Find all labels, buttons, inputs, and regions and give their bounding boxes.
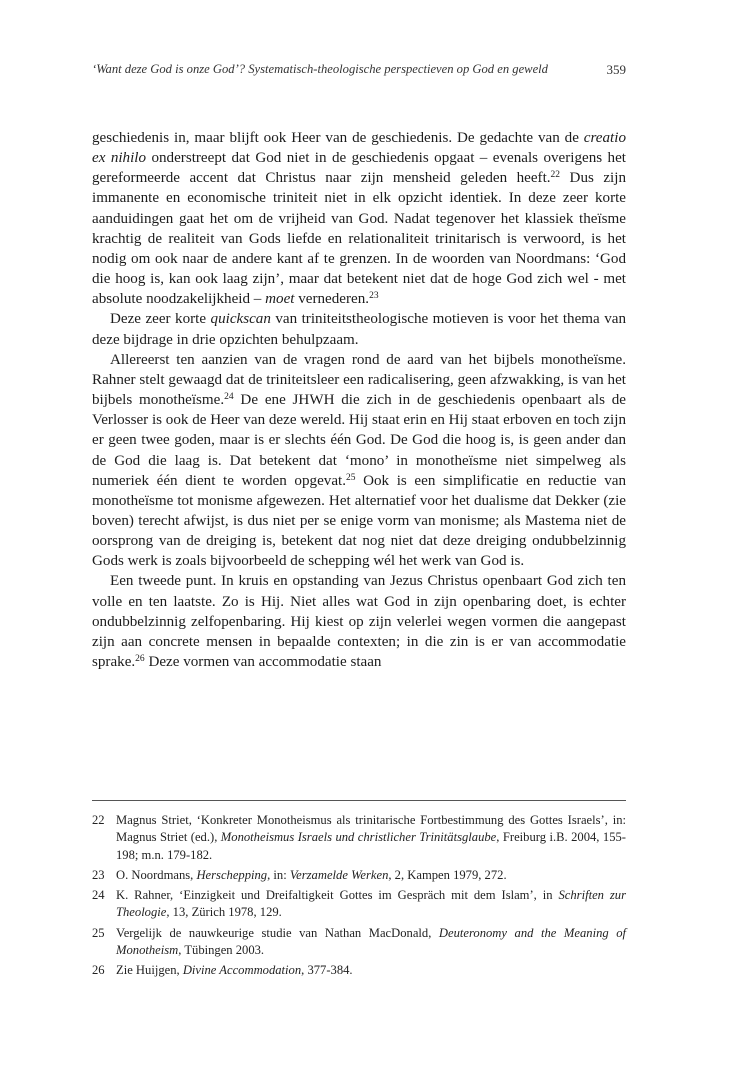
footnote-number: 22	[92, 813, 105, 827]
italic-run: Monotheismus Israels und christlicher Trinitätsglaube	[220, 830, 497, 845]
page-number: 359	[606, 62, 626, 77]
footnote-ref-22[interactable]: 22	[550, 170, 561, 181]
text-run: , in:	[267, 867, 290, 882]
text-run: Vergelijk de nauwkeurige studie van Nathan MacDonald,	[116, 925, 439, 940]
italic-run: Schriften zur Theologie,	[116, 888, 627, 920]
body-text	[92, 128, 626, 672]
paragraph-3	[92, 350, 626, 572]
text-run: De ene JHWH die zich in de geschiedenis openbaart als de Verlosser is ook de Heer van deze wereld. Hij staat erin en Hij staat erboven en toch zijn er geen twee goden, maar is er slechts één God. De God die hoog is, is geen ander dan de God die laag is. Dat betekent dat ‘mono’ in monotheïsme niet simpelweg als numeriek één dient te worden opgevat.	[92, 392, 626, 489]
paragraph-1	[92, 128, 626, 309]
footnote-23	[92, 867, 626, 884]
running-title: ‘Want deze God is onze God’? Systematisch-theologische perspectieven op God en geweld	[92, 62, 548, 76]
text-run: , Freiburg i.B. 2004, 155-198; m.n. 179-182.	[116, 830, 626, 862]
footnote-text	[116, 925, 626, 960]
italic-run: creatio ex nihilo	[92, 130, 626, 167]
footnote-number: 25	[92, 925, 105, 940]
text-run: Deze vormen van accommodatie staan	[144, 654, 382, 671]
footnote-divider	[92, 800, 626, 801]
text-run: , Tübingen 2003.	[178, 943, 265, 958]
text-run: 2, Kampen 1979, 272.	[391, 867, 507, 882]
italic-run: Verzamelde Werken,	[289, 867, 392, 882]
footnote-text	[116, 962, 626, 979]
footnote-text	[116, 887, 626, 922]
footnote-26	[92, 962, 626, 979]
text-run: Zie Huijgen,	[116, 963, 183, 978]
text-run: Ook is een simplificatie en reductie van monotheïsme tot monisme afgewezen. Het alternatief voor het dualisme dat Dekker (zie boven) terecht afwijst, is dus niet per se enige vorm van monisme; als Mastema niet de oorsprong van de dreiging is, betekent dat nog niet dat deze dreiging ondubbelzinnig Gods werk is zoals bijvoorbeeld de schepping wél het werk van God is.	[92, 472, 626, 570]
text-run: , 377-384.	[301, 963, 353, 978]
footnotes	[92, 812, 626, 983]
text-run: onderstreept dat God niet in de geschiedenis opgaat – evenals overigens het gereformeerde accent dat Christus naar zijn mensheid geleden heeft.	[92, 150, 626, 187]
footnote-22	[92, 812, 626, 864]
italic-run: Deuteronomy and the Meaning of Monotheism	[116, 925, 626, 958]
text-run: 13, Zürich 1978, 129.	[169, 905, 282, 920]
footnote-ref-25[interactable]: 25	[345, 472, 356, 483]
text-run: van triniteitstheologische motieven is voor het thema van deze bijdrage in drie opzichten behulpzaam.	[92, 311, 626, 348]
text-run: O. Noordmans,	[116, 867, 197, 882]
footnote-text	[116, 867, 626, 884]
text-run: vernederen.	[294, 291, 370, 308]
footnote-number: 24	[92, 888, 105, 903]
footnote-ref-26[interactable]: 26	[135, 654, 145, 665]
text-run: Dus zijn immanente en economische triniteit niet in elk opzicht identiek. In deze zeer korte aanduidingen gaat het om de vrijheid van God. Nadat tegenover het klassiek theïsme krachtig de realiteit van Gods liefde en relationaliteit trinitarisch is verwoord, is het nodig om ook naar de andere kant af te grenzen. In de woorden van Noordmans: ‘God die hoog is, kan ook laag zijn’, maar dat betekent niet dat de hoge God zich wel - met absolute noodzakelijkheid –	[92, 170, 626, 308]
footnote-number: 26	[92, 963, 105, 978]
footnote-25	[92, 925, 626, 960]
footnote-number: 23	[92, 867, 105, 882]
text-run: Allereerst ten aanzien van de vragen rond de aard van het bijbels monotheïsme. Rahner stelt gewaagd dat de triniteitsleer een radicalisering, geen afzwakking, is van het bijbels monotheïsme.	[92, 351, 626, 409]
running-header	[92, 62, 626, 82]
paragraph-4	[92, 571, 626, 672]
footnote-text	[116, 812, 626, 864]
text-run: Magnus Striet, ‘Konkreter Monotheismus als trinitarische Fortbestimmung des Gottes Israels’, in: Magnus Striet (ed.),	[116, 813, 626, 845]
italic-run: Divine Accommodation	[182, 963, 302, 978]
italic-run: quickscan	[210, 311, 271, 328]
text-run: Deze zeer korte	[110, 311, 211, 328]
footnote-24	[92, 887, 626, 922]
italic-run: Herschepping	[196, 867, 268, 882]
footnote-ref-23[interactable]: 23	[369, 291, 379, 302]
footnote-ref-24[interactable]: 24	[224, 392, 234, 403]
text-run: Een tweede punt. In kruis en opstanding van Jezus Christus openbaart God zich ten volle en ten laatste. Zo is Hij. Niet alles wat God in zijn openbaring doet, is echter ondubbelzinnig zelfopenbaring. Hij kiest op zijn velerlei wegen vormen die aangepast zijn aan concrete mensen in bepaalde contexten; in die zin is er van accommodatie sprake.	[92, 573, 626, 671]
text-run: geschiedenis in, maar blijft ook Heer van de geschiedenis. De gedachte van de	[92, 130, 584, 146]
italic-run: moet	[265, 291, 295, 308]
text-run: K. Rahner, ‘Einzigkeit und Dreifaltigkeit Gottes im Gespräch mit dem Islam’, in	[116, 888, 559, 903]
paragraph-2	[92, 309, 626, 349]
